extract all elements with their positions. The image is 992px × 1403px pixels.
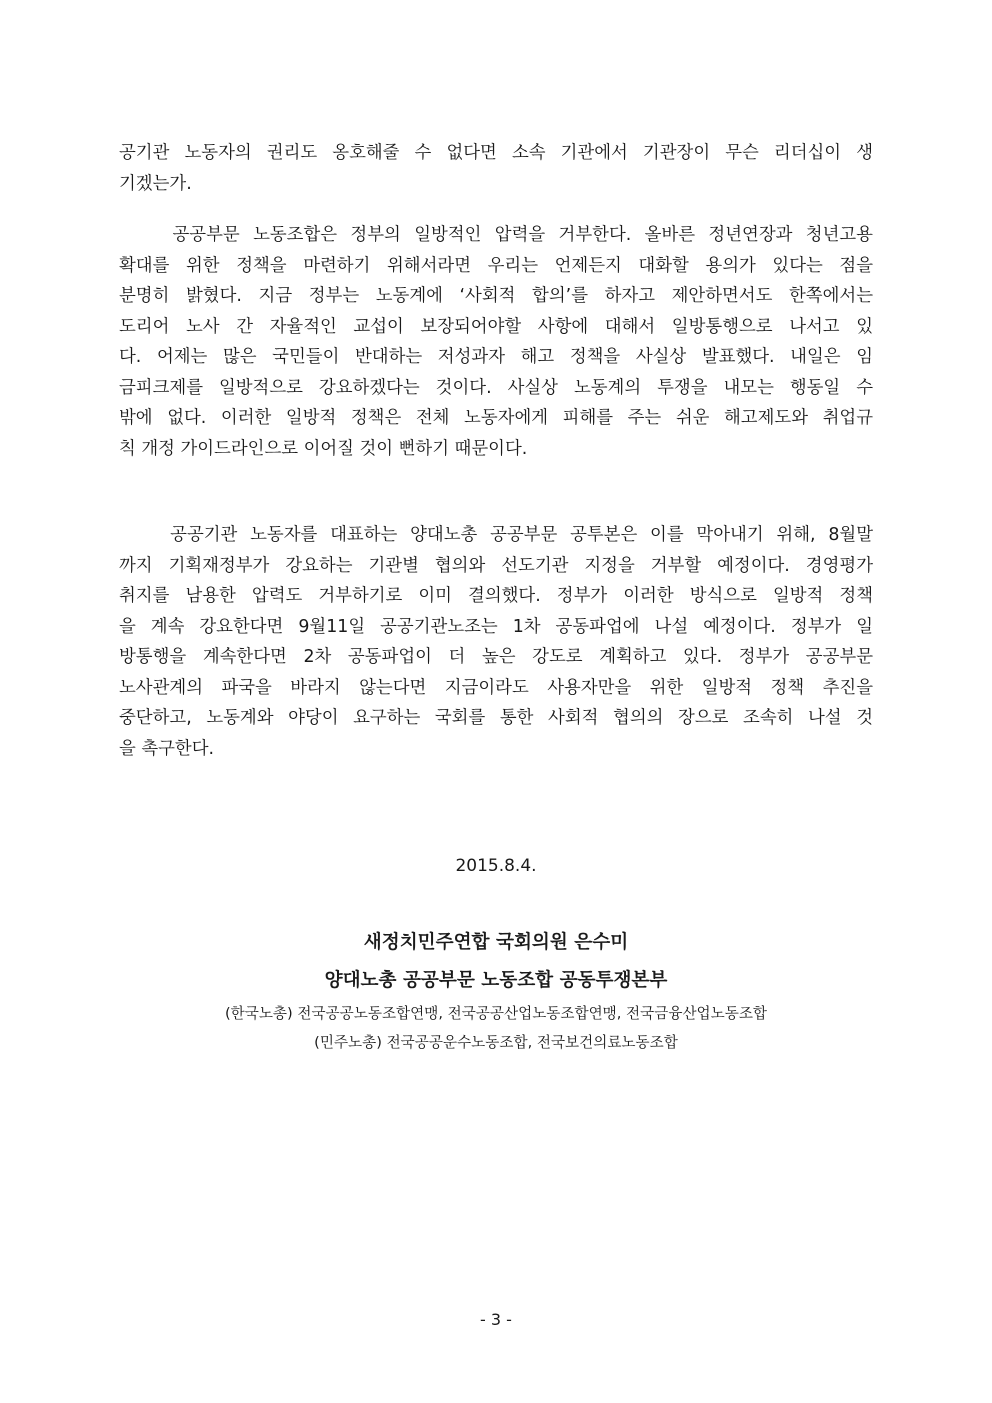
paragraph-3 <box>119 520 873 764</box>
paragraph-line: 취지를 남용한 압력도 거부하기로 이미 결의했다. 정부가 이러한 방식으로 일방적 정책 <box>119 586 873 606</box>
paragraph-line: 공공부문 노동조합은 정부의 일방적인 압력을 거부한다. 올바른 정년연장과 청년고용 <box>119 225 873 245</box>
signature-line-1: 새정치민주연합 국회의원 은수미 <box>363 932 629 953</box>
paragraph-line: 도리어 노사 간 자율적인 교섭이 보장되어야할 사항에 대해서 일방통행으로 나서고 있 <box>119 316 873 337</box>
signature-line-2: 양대노총 공공부문 노동조합 공동투쟁본부 <box>324 970 668 991</box>
paragraph-line: 밖에 없다. 이러한 일방적 정책은 전체 노동자에게 피해를 주는 쉬운 해고제도와 취업규 <box>119 408 873 428</box>
signature-subline-2: (민주노총) 전국공공운수노동조합, 전국보건의료노동조합 <box>314 1034 678 1051</box>
paragraph-line: 확대를 위한 정책을 마련하기 위해서라면 우리는 언제든지 대화할 용의가 있다는 점을 <box>119 255 873 276</box>
paragraph-2 <box>119 220 873 464</box>
paragraph-line: 기겠는가. <box>119 173 192 194</box>
paragraph-line: 노사관계의 파국을 바라지 않는다면 지금이라도 사용자만을 위한 일방적 정책 추진을 <box>119 677 873 698</box>
paragraph-line: 방통행을 계속한다면 2차 공동파업이 더 높은 강도로 계획하고 있다. 정부가 공공부문 <box>119 647 873 667</box>
paragraph-line: 공공기관 노동자를 대표하는 양대노총 공공부문 공투본은 이를 막아내기 위해, 8월말 <box>119 525 873 545</box>
paragraph-line: 까지 기획재정부가 강요하는 기관별 협의와 선도기관 지정을 거부할 예정이다. 경영평가 <box>119 555 873 576</box>
paragraph-1 <box>119 138 873 199</box>
paragraph-line: 분명히 밝혔다. 지금 정부는 노동계에 ‘사회적 합의’를 하자고 제안하면서도 한쪽에서는 <box>119 286 873 306</box>
paragraph-line: 금피크제를 일방적으로 강요하겠다는 것이다. 사실상 노동계의 투쟁을 내모는 행동일 수 <box>119 377 873 398</box>
paragraph-line: 공기관 노동자의 권리도 옹호해줄 수 없다면 소속 기관에서 기관장이 무슨 리더십이 생 <box>119 143 873 163</box>
paragraph-line: 중단하고, 노동계와 야당이 요구하는 국회를 통한 사회적 협의의 장으로 조속히 나설 것 <box>119 708 873 728</box>
paragraph-line: 다. 어제는 많은 국민들이 반대하는 저성과자 해고 정책을 사실상 발표했다. 내일은 임 <box>119 347 873 367</box>
document-date: 2015.8.4. <box>455 856 537 876</box>
paragraph-line: 을 계속 강요한다면 9월11일 공공기관노조는 1차 공동파업에 나설 예정이다. 정부가 일 <box>119 616 873 637</box>
signature-subline-1: (한국노총) 전국공공노동조합연맹, 전국공공산업노동조합연맹, 전국금융산업노동조합 <box>224 1005 768 1022</box>
paragraph-line: 칙 개정 가이드라인으로 이어질 것이 뻔하기 때문이다. <box>119 438 528 459</box>
paragraph-line: 을 촉구한다. <box>119 738 215 759</box>
page-number: - 3 - <box>480 1310 512 1329</box>
